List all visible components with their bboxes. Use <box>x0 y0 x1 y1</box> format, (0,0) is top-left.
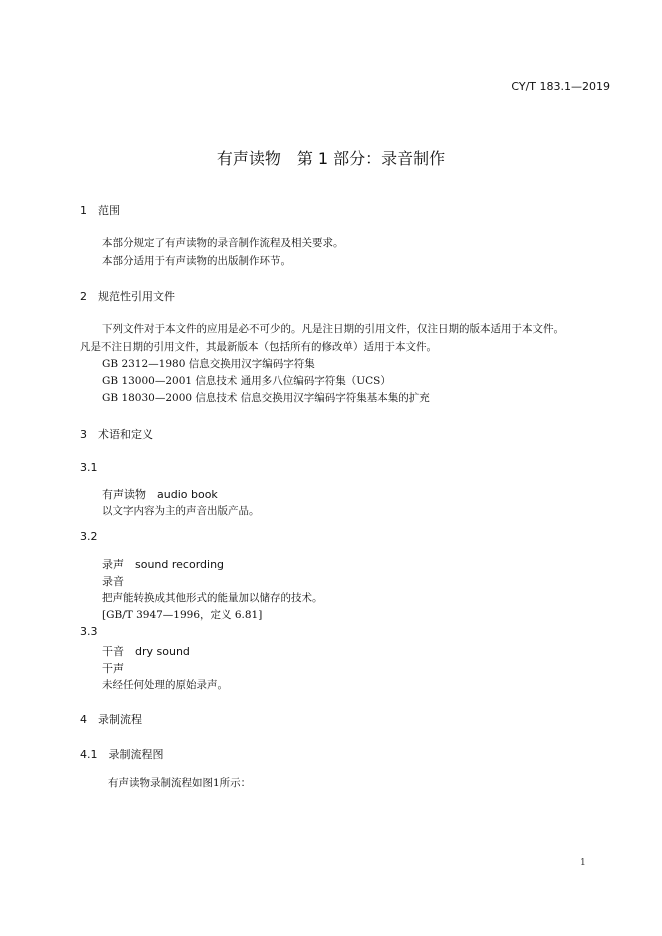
section-2-paragraph: 下列文件对于本文件的应用是必不可少的。凡是注日期的引用文件，仅注日期的版本适用于本文件。 <box>102 323 564 335</box>
term-number: 3.1 <box>80 461 98 474</box>
page-number: 1 <box>580 858 586 868</box>
page-title: 有声读物 第 1 部分：录音制作 <box>216 149 446 168</box>
term-definition: 未经任何处理的原始录声。 <box>102 679 228 691</box>
reference-item: GB 18030—2000 信息技术 信息交换用汉字编码字符集基本集的扩充 <box>102 392 430 404</box>
section-3-heading: 3 术语和定义 <box>80 428 153 441</box>
standard-code: CY/T 183.1—2019 <box>511 80 610 93</box>
section-1-heading: 1 范围 <box>80 204 120 217</box>
section-4-paragraph: 有声读物录制流程如图1所示： <box>108 777 252 789</box>
term-name: 录声 sound recording <box>102 558 225 571</box>
section-2-paragraph-cont: 凡是不注日期的引用文件，其最新版本（包括所有的修改单）适用于本文件。 <box>80 341 437 353</box>
term-definition: 以文字内容为主的声音出版产品。 <box>102 505 260 517</box>
term-name: 有声读物 audio book <box>102 488 218 501</box>
section-1-paragraph: 本部分规定了有声读物的录音制作流程及相关要求。 <box>102 237 344 249</box>
reference-item: GB 2312—1980 信息交换用汉字编码字符集 <box>102 358 315 370</box>
term-definition: 把声能转换成其他形式的能量加以储存的技术。 <box>102 592 323 604</box>
term-alternative: 录音 <box>102 575 124 588</box>
section-2-heading: 2 规范性引用文件 <box>80 290 175 303</box>
section-1-paragraph: 本部分适用于有声读物的出版制作环节。 <box>102 255 291 267</box>
section-4-heading: 4 录制流程 <box>80 713 142 726</box>
subsection-heading: 4.1 录制流程图 <box>80 748 164 761</box>
reference-item: GB 13000—2001 信息技术 通用多八位编码字符集（UCS） <box>102 375 391 387</box>
term-number: 3.2 <box>80 530 98 543</box>
term-alternative: 干声 <box>102 662 124 675</box>
term-number: 3.3 <box>80 625 98 638</box>
term-name: 干音 dry sound <box>102 645 190 658</box>
term-source: [GB/T 3947—1996，定义 6.81] <box>102 609 263 621</box>
